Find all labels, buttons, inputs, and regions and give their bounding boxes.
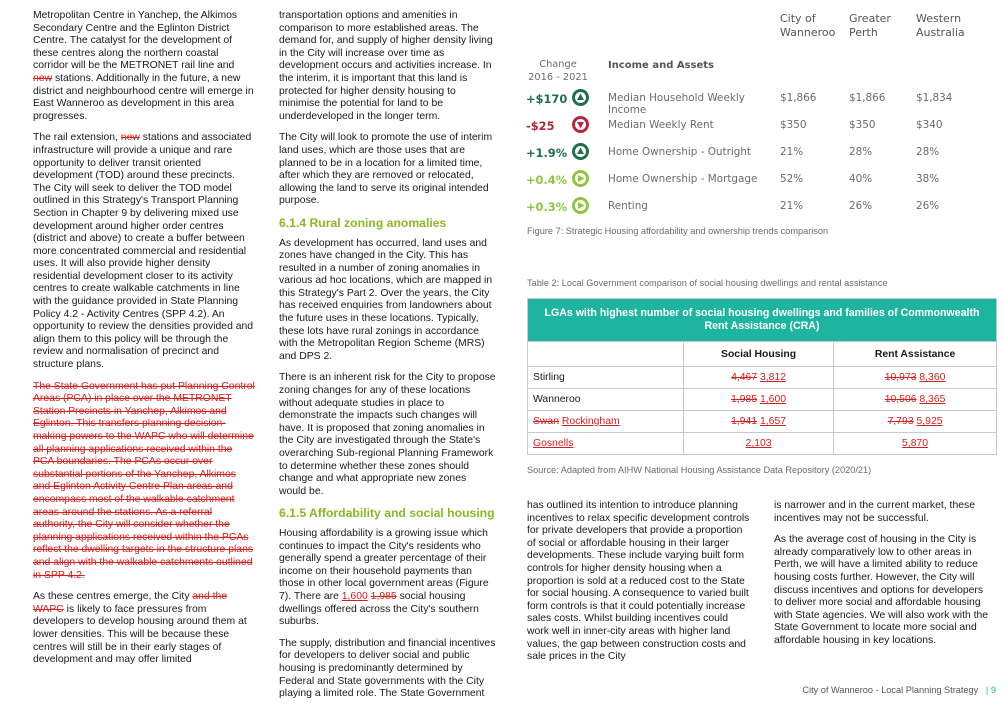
table-2-source: Source: Adapted from AIHW National Housing Assistance Data Repository (2020/21) [527,465,872,475]
value-wa: 38% [916,173,940,185]
section-label: Income and Assets [608,60,714,71]
section-heading-6-1-5: 6.1.5 Affordability and social housing [279,506,495,521]
value-wa: $1,834 [916,92,953,104]
lga-cell: Swan Rockingham [528,411,684,433]
paragraph: As development has occurred, land uses and zones have changed in the City. This has resulted in a number of zoning anomalies in various ad hoc locations, which are mapped in this Strategy's Part 2. Over the years, the City has received enquiries from landowners about the future uses in these locations. Typically, these lots have rural zonings in accordance with the Metropolitan Region Scheme (MRS) and DPS 2. [279,237,493,362]
value-perth: 40% [849,173,873,185]
table-row [528,367,997,389]
change-value: +0.4% [526,173,568,187]
value-wanneroo: $1,866 [780,92,817,104]
social-housing-cell: 4,467 3,812 [684,367,834,389]
row-label: Renting [608,200,648,212]
value-perth: $1,866 [849,92,886,104]
paragraph: As these centres emerge, the City and the WAPC is likely to face pressures from developers to develop housing around them at lower densities. This will be because these centres will still be in their early stages of development and may offer limited [33,591,247,666]
paragraph: There is an inherent risk for the City to propose zoning changes for any of these locations without adequate studies in place to demonstrate the impacts such changes will have. It is proposed that zoning anomalies in the City are investigated through the State's overarching Sub-regional Planning Framework to determine whether these zones should change and what appropriate new zones would be. [279,372,496,497]
text-column-4 [774,500,994,657]
value-perth: 28% [849,146,873,158]
lga-cell: Gosnells [528,433,684,455]
figure-7-affordability [522,8,992,220]
paragraph: has outlined its intention to introduce planning incentives to relax specific development controls for private developers that provide a proportion of social or affordable housing in their larger developments. These include varying built form controls for higher density housing when a proportion is sold at a reduced cost to the State for social housing. A consequence to varied built form controls is that it could potentially increase sales costs. Whilst building incentives could work well in inner-city areas with higher land values, the gap between construction costs and sale prices in the City [527,500,750,663]
text-column-2 [279,10,496,710]
deleted-text: 1,985 [370,590,397,602]
social-housing-table [527,298,997,455]
inserted-text: 1,600 [341,590,368,602]
value-wanneroo: $350 [780,119,807,131]
rent-assistance-cell: 5,870 [834,433,997,455]
table-header-lga [528,342,684,367]
value-perth: 26% [849,200,873,212]
paragraph: The supply, distribution and financial incentives for developers to deliver social and public housing is predominantly determined by Federal and State governments with the City playing a limited role. The State Government [279,637,496,700]
social-housing-cell: 2,103 [684,433,834,455]
col-header-perth: Greater Perth [849,12,891,39]
value-wa: 28% [916,146,940,158]
deleted-text: and the WAPC [33,591,228,615]
paragraph: transportation options and amenities in comparison to more established areas. The demand for, and supply of higher density living in the City will increase over time as development occurs and activities increase. In the interim, it is important that this land is protected for higher density housing to minimise the potential for land to be underdeveloped in the longer term. [279,10,493,122]
value-wanneroo: 21% [780,146,804,158]
value-wa: 26% [916,200,940,212]
row-label: Median Weekly Rent [608,119,714,131]
figure-7-caption: Figure 7: Strategic Housing affordability and ownership trends comparison [527,226,829,236]
paragraph: is narrower and in the current market, these incentives may not be successful. [774,500,975,524]
table-header-rent: Rent Assistance [834,342,997,367]
rent-assistance-cell: 7,793 5,925 [834,411,997,433]
paragraph: As the average cost of housing in the City is already comparatively low to other areas in Perth, we will have a limited ability to reduce housing costs further. However, the City will discuss incentives and options for developers to deliver more social and affordable housing with State agencies. We will also work with the State Government to locate more social and affordable housing in key locations. [774,534,989,646]
change-value: -$25 [526,119,555,133]
change-value: +0.3% [526,200,568,214]
section-heading-6-1-4: 6.1.4 Rural zoning anomalies [279,215,447,230]
value-wanneroo: 52% [780,173,804,185]
deleted-text: new [120,132,140,144]
value-perth: $350 [849,119,876,131]
deleted-paragraph: The State Government has put Planning Control Areas (PCA) in place over the METRONET Station Precincts in Yanchep, Alkimos and Eglinton. This transfers planning decision-making powers to the WAPC who will determine all planning applications received within the PCA boundaries. The PCAs occur over substantial portions of the Yanchep, Alkimos and Eglinton Activity Centre Plan areas and encompass most of the walkable catchment areas around the stations. As a referral authority, the City will consider whether the planning applications received within the PCAs reflect the dwelling targets in the structure plans and align with the walkable catchments outlined in SPP 4.2. [33,380,255,581]
table-row [528,411,997,433]
table-row [528,433,997,455]
text-column-1 [33,10,255,676]
lga-cell: Wanneroo [528,389,684,411]
page-footer: City of Wanneroo - Local Planning Strategy | 9 [802,685,996,695]
value-wanneroo: 21% [780,200,804,212]
lga-cell: Stirling [528,367,684,389]
rent-assistance-cell: 10,973 8,360 [834,367,997,389]
deleted-text: new [33,72,53,84]
change-value: +$170 [526,92,568,106]
social-housing-cell: 1,985 1,600 [684,389,834,411]
social-housing-cell: 1,941 1,657 [684,411,834,433]
table-header-social: Social Housing [684,342,834,367]
paragraph: The rail extension, new stations and associated infrastructure will provide a unique and rare opportunity to deliver transit oriented development (TOD) around these precincts. The City will seek to deliver the TOD model outlined in this Strategy's Transport Planning Section in Chapter 9 by delivering mixed use development around higher order centres (district and above) to create a buffer between more concentrated commercial and residential uses. It will also provide higher density residential development closer to its activity centres to create walkable catchments in line with the guidance provided in State Planning Policy 4.2 - Activity Centres (SPP 4.2). An opportunity to review the densities provided and align them to this policy will be through the review and normalisation of precinct and structure plans. [33,132,254,371]
change-label: Change 2016 - 2021 [528,59,588,83]
table-title: LGAs with highest number of social housing dwellings and families of Commonwealth Rent Assistance (CRA) [528,299,997,342]
table-row [528,389,997,411]
col-header-wa: Western Australia [916,12,965,39]
row-label: Home Ownership - Outright [608,146,752,158]
table-2-caption: Table 2: Local Government comparison of social housing dwellings and rental assistance [527,278,888,288]
triangle-right-icon [572,197,589,214]
page-number: 9 [990,685,996,695]
rent-assistance-cell: 10,506 8,365 [834,389,997,411]
triangle-up-icon [572,89,589,106]
text-column-3 [527,500,752,673]
paragraph: The City will look to promote the use of interim land uses, which are those uses that are planned to be in a location for a limited time, after which they are removed or relocated, allowing the land to serve its original intended purpose. [279,132,493,207]
col-header-wanneroo: City of Wanneroo [780,12,836,39]
triangle-down-icon [572,116,589,133]
triangle-right-icon [572,170,589,187]
value-wa: $340 [916,119,943,131]
row-label: Home Ownership - Mortgage [608,173,758,185]
change-value: +1.9% [526,146,568,160]
row-label: Median Household Weekly Income [608,92,745,116]
triangle-up-icon [572,143,589,160]
paragraph: Housing affordability is a growing issue which continues to impact the City's residents who generally spend a greater percentage of their income on their household payments than those in other local government areas (Figure 7). There are 1,600 1,985 social housing dwellings offered across the City's southern suburbs. [279,527,489,628]
paragraph: Metropolitan Centre in Yanchep, the Alkimos Secondary Centre and the Eglinton District Centre. The catalyst for the development of these centres along the northern coastal corridor will be the METRONET rail line and new stations. Additionally in the future, a new district and neighbourhood centre will emerge in East Wanneroo as development in this area progresses. [33,10,254,122]
table-body [528,367,997,455]
